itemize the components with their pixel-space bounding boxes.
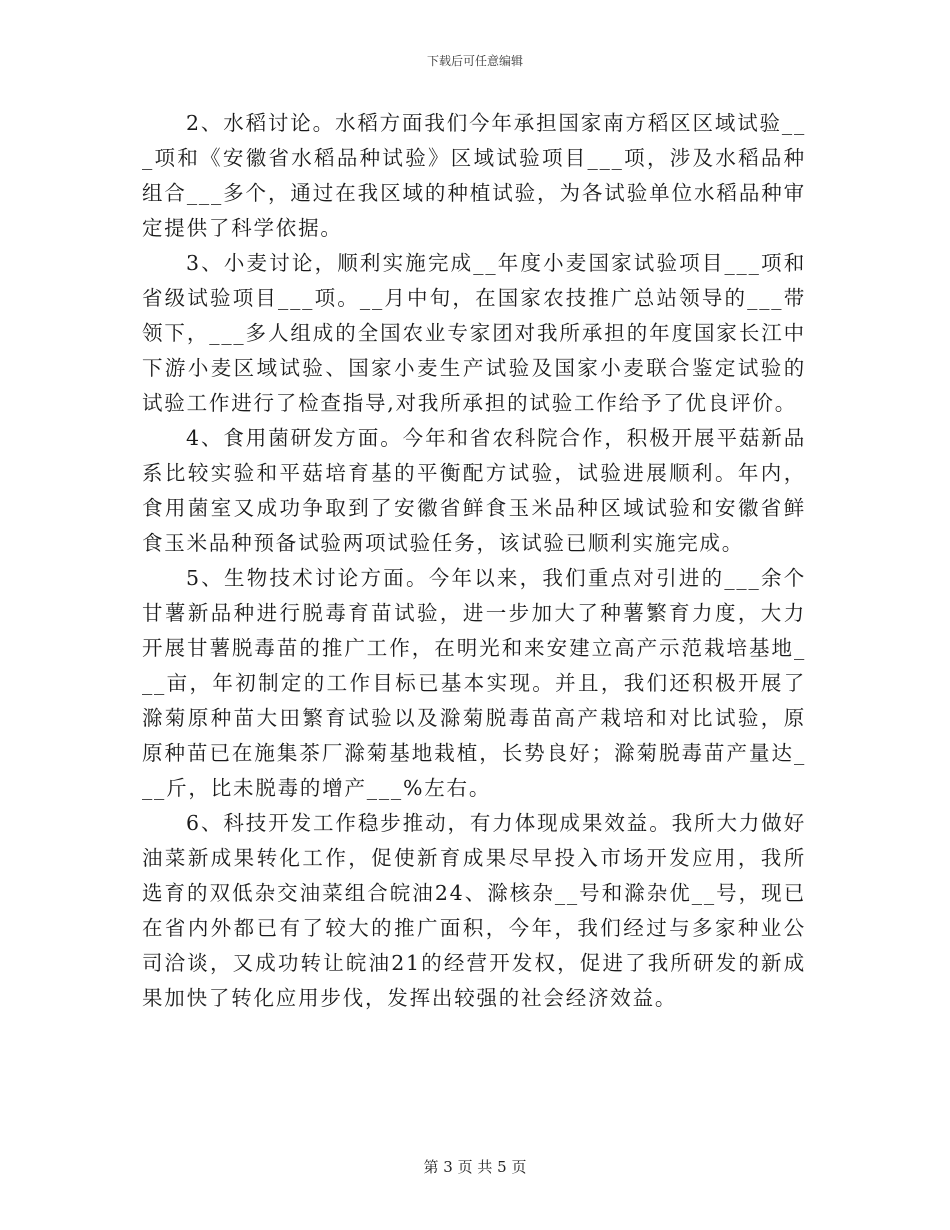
page-header: 下载后可任意编辑 [426, 54, 523, 68]
paragraph-tech-development: 6、科技开发工作稳步推动，有力体现成果效益。我所大力做好油菜新成果转化工作，促使新育成果尽早投入市场开发应用，我所选育的双低杂交油菜组合皖油24、滁核杂__号和滁杂优__号，现已在省内外都已有了较大的推广面积，今年，我们经过与多家种业公司洽谈，又成功转让皖油21的经营开发权，促进了我所研发的新成果加快了转化应用步伐，发挥出较强的社会经济效益。 [142, 811, 806, 1010]
document-body [142, 106, 806, 1016]
paragraph-wheat: 3、小麦讨论，顺利实施完成__年度小麦国家试验项目___项和省级试验项目___项。__月中旬，在国家农技推广总站领导的___带领下，___多人组成的全国农业专家团对我所承担的年度国家长江中下游小麦区域试验、国家小麦生产试验及国家小麦联合鉴定试验的试验工作进行了检查指导,对我所承担的试验工作给予了优良评价。 [142, 251, 806, 415]
paragraph-biotech: 5、生物技术讨论方面。今年以来，我们重点对引进的___余个甘薯新品种进行脱毒育苗试验，进一步加大了种薯繁育力度，大力开展甘薯脱毒苗的推广工作，在明光和来安建立高产示范栽培基地___亩，年初制定的工作目标已基本实现。并且，我们还积极开展了滁菊原种苗大田繁育试验以及滁菊脱毒苗高产栽培和对比试验，原原种苗已在施集茶厂滁菊基地栽植，长势良好；滁菊脱毒苗产量达___斤，比未脱毒的增产___%左右。 [142, 566, 806, 800]
paragraph-rice: 2、水稻讨论。水稻方面我们今年承担国家南方稻区区域试验___项和《安徽省水稻品种试验》区域试验项目___项，涉及水稻品种组合___多个，通过在我区域的种植试验，为各试验单位水稻品种审定提供了科学依据。 [142, 111, 806, 240]
paragraph-mushroom: 4、食用菌研发方面。今年和省农科院合作，积极开展平菇新品系比较实验和平菇培育基的平衡配方试验，试验进展顺利。年内，食用菌室又成功争取到了安徽省鲜食玉米品种区域试验和安徽省鲜食玉米品种预备试验两项试验任务，该试验已顺利实施完成。 [142, 426, 806, 555]
page-number-footer: 第 3 页 共 5 页 [423, 1158, 527, 1176]
